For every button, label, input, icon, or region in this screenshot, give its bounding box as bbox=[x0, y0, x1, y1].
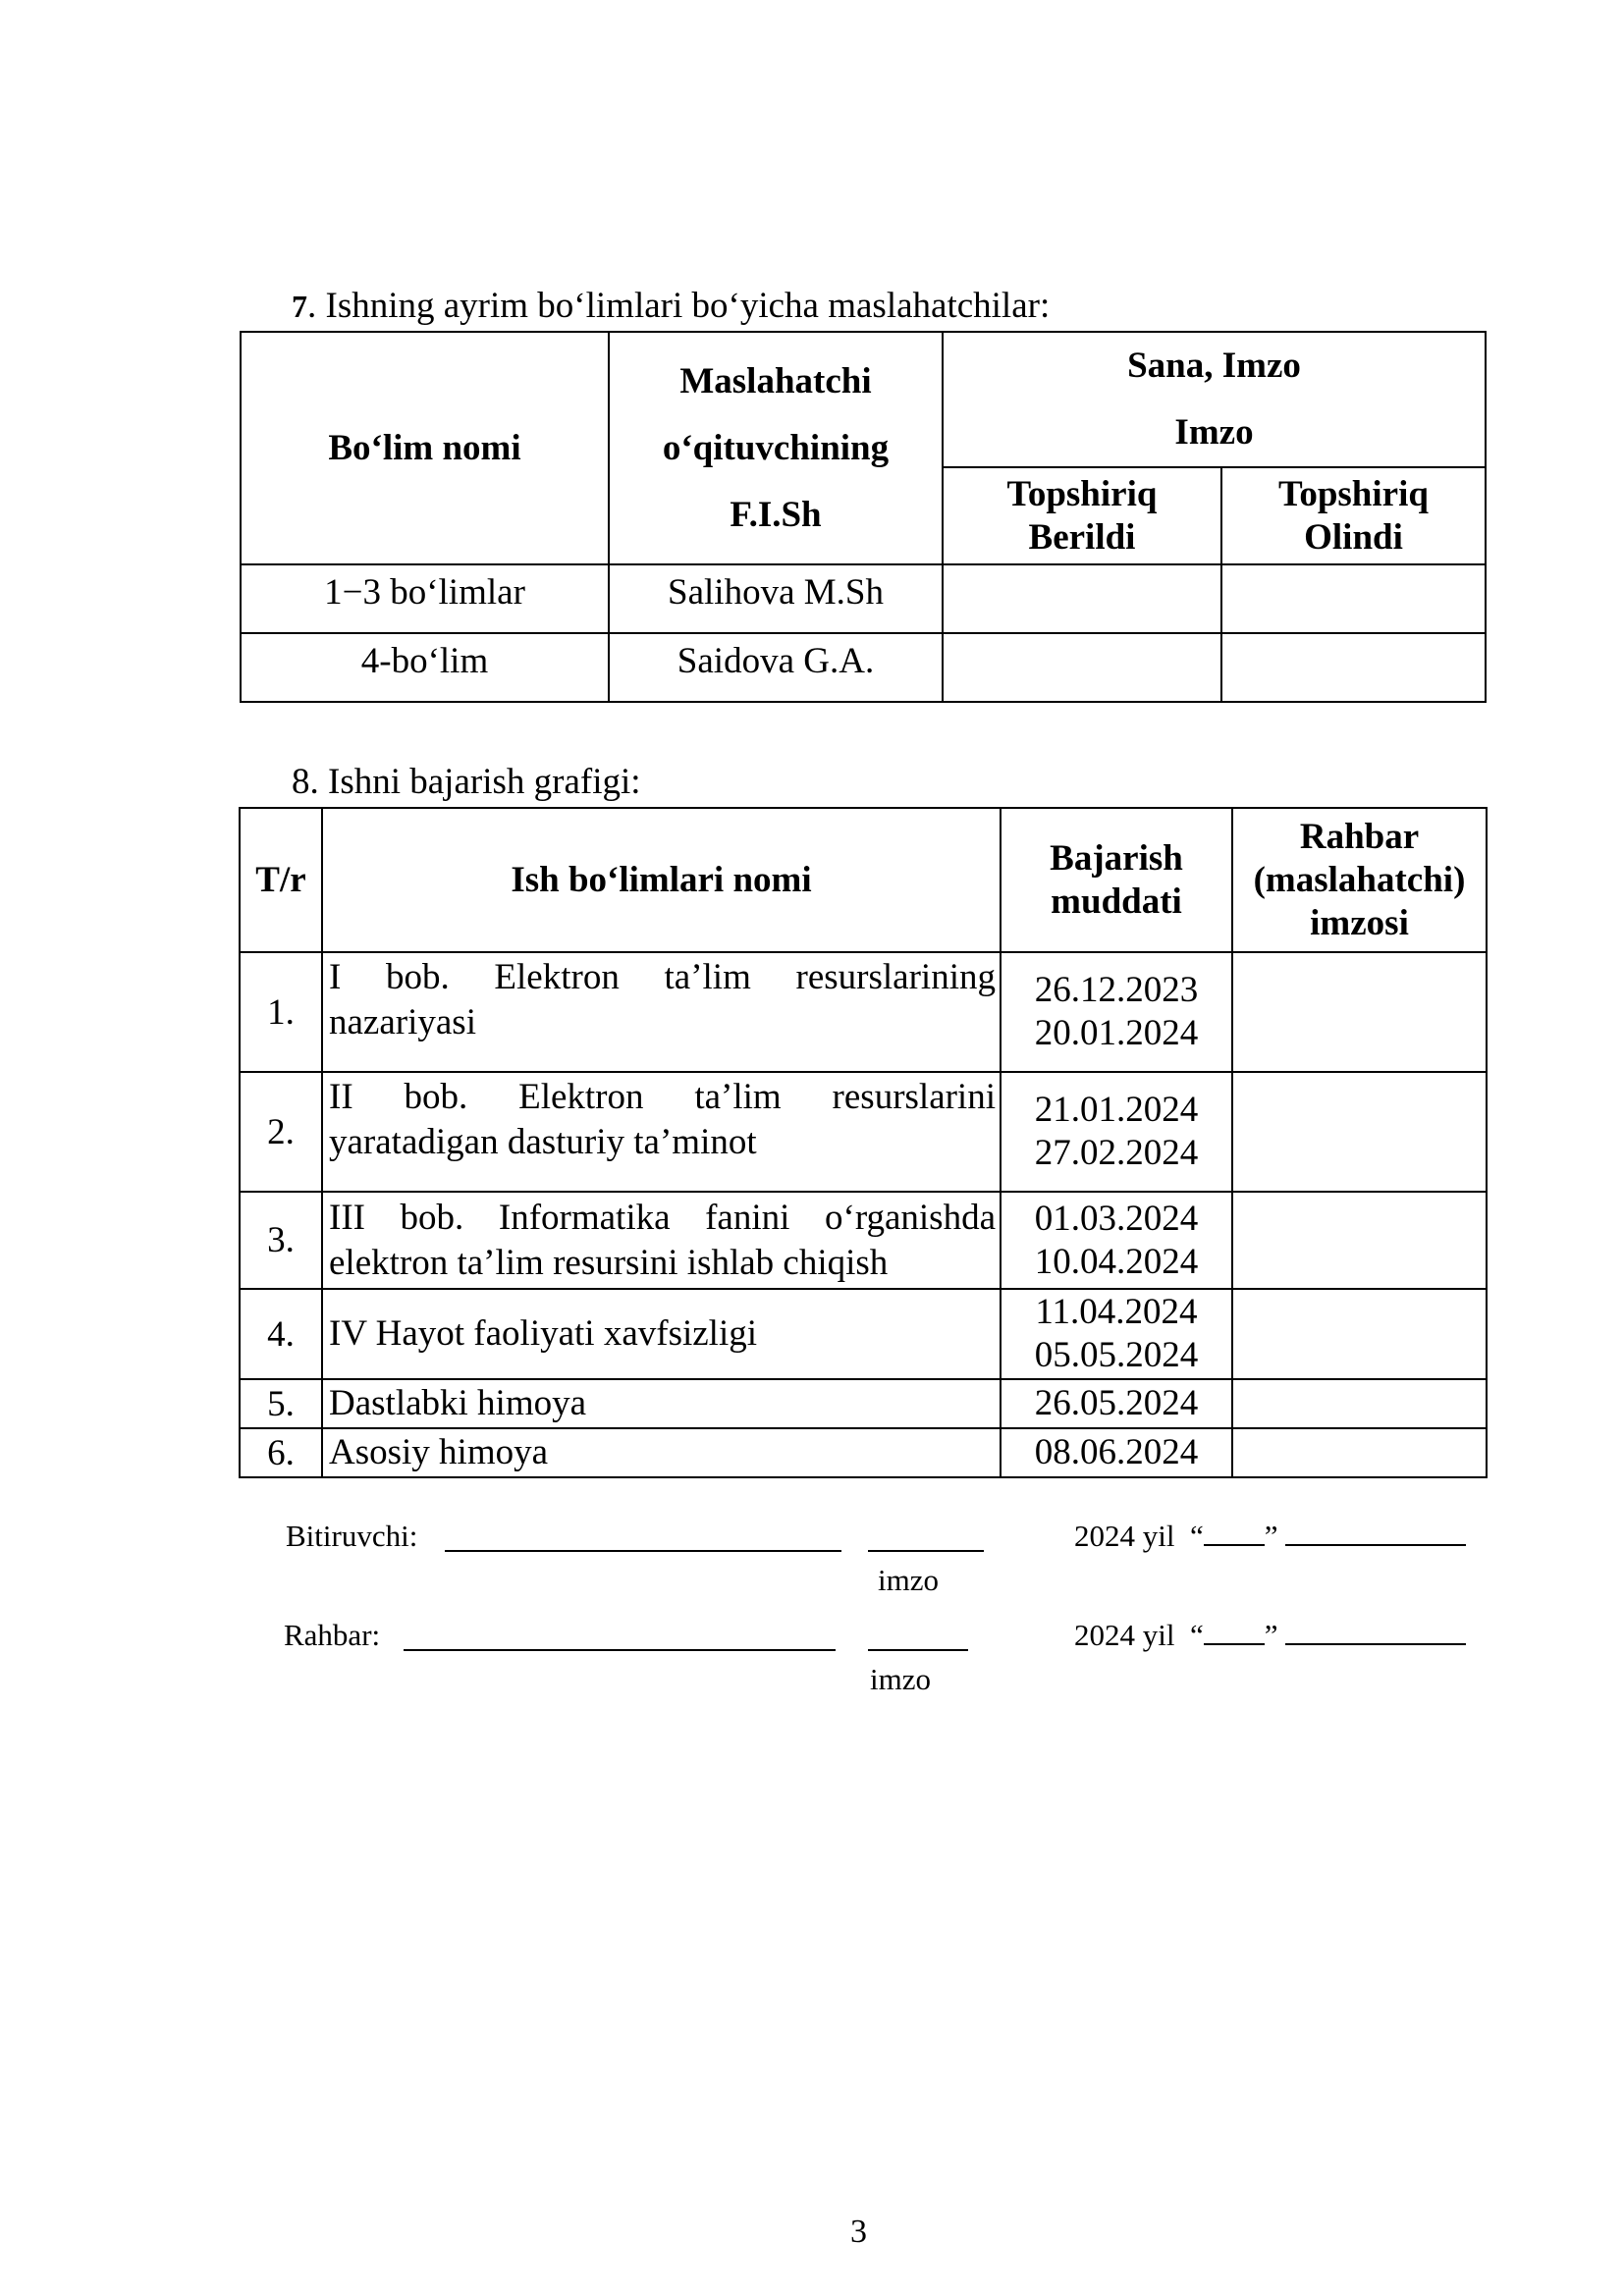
row-name: Asosiy himoya bbox=[322, 1428, 1001, 1477]
row-number: 1. bbox=[240, 952, 322, 1072]
graduate-month-blank[interactable] bbox=[1285, 1519, 1466, 1546]
task-received-cell bbox=[1221, 564, 1486, 633]
page-number: 3 bbox=[850, 2214, 867, 2250]
advisor-sign-line[interactable] bbox=[868, 1626, 968, 1651]
table-row bbox=[241, 564, 1486, 633]
advisor-cell: Saidova G.A. bbox=[609, 633, 943, 702]
table-row bbox=[240, 1192, 1487, 1289]
section-7-title: . Ishning ayrim bo‘limlari bo‘yicha maslahatchilar: bbox=[307, 286, 1051, 326]
advisor-year: 2024 yil bbox=[1074, 1618, 1175, 1652]
graduate-day-blank[interactable] bbox=[1204, 1519, 1265, 1546]
quote-open: “ bbox=[1189, 1618, 1204, 1652]
header-sign bbox=[1232, 808, 1487, 952]
section-7-number: 7 bbox=[292, 289, 307, 324]
row-sign bbox=[1232, 1428, 1487, 1477]
task-received-cell bbox=[1221, 633, 1486, 702]
header-deadline bbox=[1001, 808, 1232, 952]
table-row bbox=[241, 633, 1486, 702]
table-row bbox=[240, 952, 1487, 1072]
row-name: III bob. Informatika fanini o‘rganishda elektron ta’lim resursini ishlab chiqish bbox=[322, 1192, 1001, 1289]
row-sign bbox=[1232, 1289, 1487, 1379]
row-number: 3. bbox=[240, 1192, 322, 1289]
row-date-end: 05.05.2024 bbox=[1034, 1335, 1199, 1375]
header-deadline-line1: Bajarish bbox=[1050, 837, 1183, 879]
table-row bbox=[240, 1072, 1487, 1192]
task-given-cell bbox=[943, 633, 1221, 702]
header-num: T/r bbox=[240, 808, 322, 952]
quote-open: “ bbox=[1189, 1519, 1204, 1553]
advisor-label: Rahbar: bbox=[284, 1618, 381, 1652]
graduate-date-line bbox=[1074, 1519, 1466, 1554]
row-sign bbox=[1232, 1192, 1487, 1289]
row-number: 6. bbox=[240, 1428, 322, 1477]
row-date-start: 26.12.2023 bbox=[1034, 970, 1199, 1010]
row-number: 5. bbox=[240, 1379, 322, 1428]
header-advisor-line3: F.I.Sh bbox=[730, 494, 822, 535]
row-deadline bbox=[1001, 1192, 1232, 1289]
header-task-received-line1: Topshiriq bbox=[1278, 473, 1429, 514]
header-task-received bbox=[1221, 467, 1486, 564]
section-cell: 1−3 bo‘limlar bbox=[241, 564, 609, 633]
header-advisor-line2: o‘qituvchining bbox=[662, 427, 890, 468]
header-date-sign-line2: Imzo bbox=[1174, 412, 1254, 453]
quote-close: ” bbox=[1264, 1618, 1278, 1652]
header-advisor-line1: Maslahatchi bbox=[679, 360, 872, 401]
row-deadline: 26.05.2024 bbox=[1001, 1379, 1232, 1428]
header-task-given-line1: Topshiriq bbox=[1006, 473, 1158, 514]
section-8-heading: 8. Ishni bajarish grafigi: bbox=[292, 762, 641, 802]
row-name: II bob. Elektron ta’lim resurslarini yaratadigan dasturiy ta’minot bbox=[322, 1072, 1001, 1192]
advisors-table bbox=[240, 331, 1487, 703]
row-sign bbox=[1232, 952, 1487, 1072]
header-task-received-line2: Olindi bbox=[1304, 516, 1403, 558]
header-deadline-line2: muddati bbox=[1051, 881, 1182, 922]
advisor-day-blank[interactable] bbox=[1204, 1618, 1265, 1645]
graduate-imzo-caption: imzo bbox=[878, 1563, 939, 1597]
graduate-label: Bitiruvchi: bbox=[286, 1519, 418, 1553]
row-date-start: 21.01.2024 bbox=[1034, 1090, 1199, 1130]
row-deadline bbox=[1001, 1289, 1232, 1379]
table-row bbox=[240, 1379, 1487, 1428]
row-date-end: 10.04.2024 bbox=[1034, 1241, 1199, 1282]
header-sign-line1: Rahbar bbox=[1299, 816, 1420, 857]
schedule-table bbox=[239, 807, 1488, 1478]
row-deadline bbox=[1001, 1072, 1232, 1192]
row-deadline: 08.06.2024 bbox=[1001, 1428, 1232, 1477]
row-name: I bob. Elektron ta’lim resurslarining nazariyasi bbox=[322, 952, 1001, 1072]
row-deadline bbox=[1001, 952, 1232, 1072]
header-task-given bbox=[943, 467, 1221, 564]
header-section-name: Bo‘lim nomi bbox=[241, 332, 609, 564]
row-sign bbox=[1232, 1379, 1487, 1428]
row-name: IV Hayot faoliyati xavfsizligi bbox=[322, 1289, 1001, 1379]
row-date-start: 01.03.2024 bbox=[1034, 1198, 1199, 1239]
graduate-year: 2024 yil bbox=[1074, 1519, 1175, 1553]
row-number: 2. bbox=[240, 1072, 322, 1192]
section-cell: 4-bo‘lim bbox=[241, 633, 609, 702]
header-name: Ish bo‘limlari nomi bbox=[322, 808, 1001, 952]
quote-close: ” bbox=[1264, 1519, 1278, 1553]
advisor-month-blank[interactable] bbox=[1285, 1618, 1466, 1645]
table-row bbox=[240, 1289, 1487, 1379]
header-task-given-line2: Berildi bbox=[1028, 516, 1136, 558]
task-given-cell bbox=[943, 564, 1221, 633]
header-sign-line3: imzosi bbox=[1310, 902, 1409, 943]
graduate-sign-line[interactable] bbox=[868, 1526, 984, 1552]
row-name: Dastlabki himoya bbox=[322, 1379, 1001, 1428]
header-date-sign-line1: Sana, Imzo bbox=[1127, 346, 1301, 386]
row-date-start: 11.04.2024 bbox=[1035, 1292, 1198, 1332]
section-7-heading bbox=[292, 287, 1050, 326]
row-date-end: 20.01.2024 bbox=[1034, 1013, 1199, 1053]
header-sign-line2: (maslahatchi) bbox=[1253, 859, 1466, 900]
table-row bbox=[240, 1428, 1487, 1477]
row-sign bbox=[1232, 1072, 1487, 1192]
advisor-imzo-caption: imzo bbox=[870, 1662, 931, 1696]
advisor-name-line[interactable] bbox=[404, 1626, 836, 1651]
row-date-end: 27.02.2024 bbox=[1034, 1133, 1199, 1173]
row-number: 4. bbox=[240, 1289, 322, 1379]
advisor-date-line bbox=[1074, 1618, 1466, 1653]
advisor-cell: Salihova M.Sh bbox=[609, 564, 943, 633]
header-date-sign bbox=[943, 332, 1486, 467]
graduate-name-line[interactable] bbox=[445, 1526, 841, 1552]
header-advisor-name bbox=[609, 332, 943, 564]
